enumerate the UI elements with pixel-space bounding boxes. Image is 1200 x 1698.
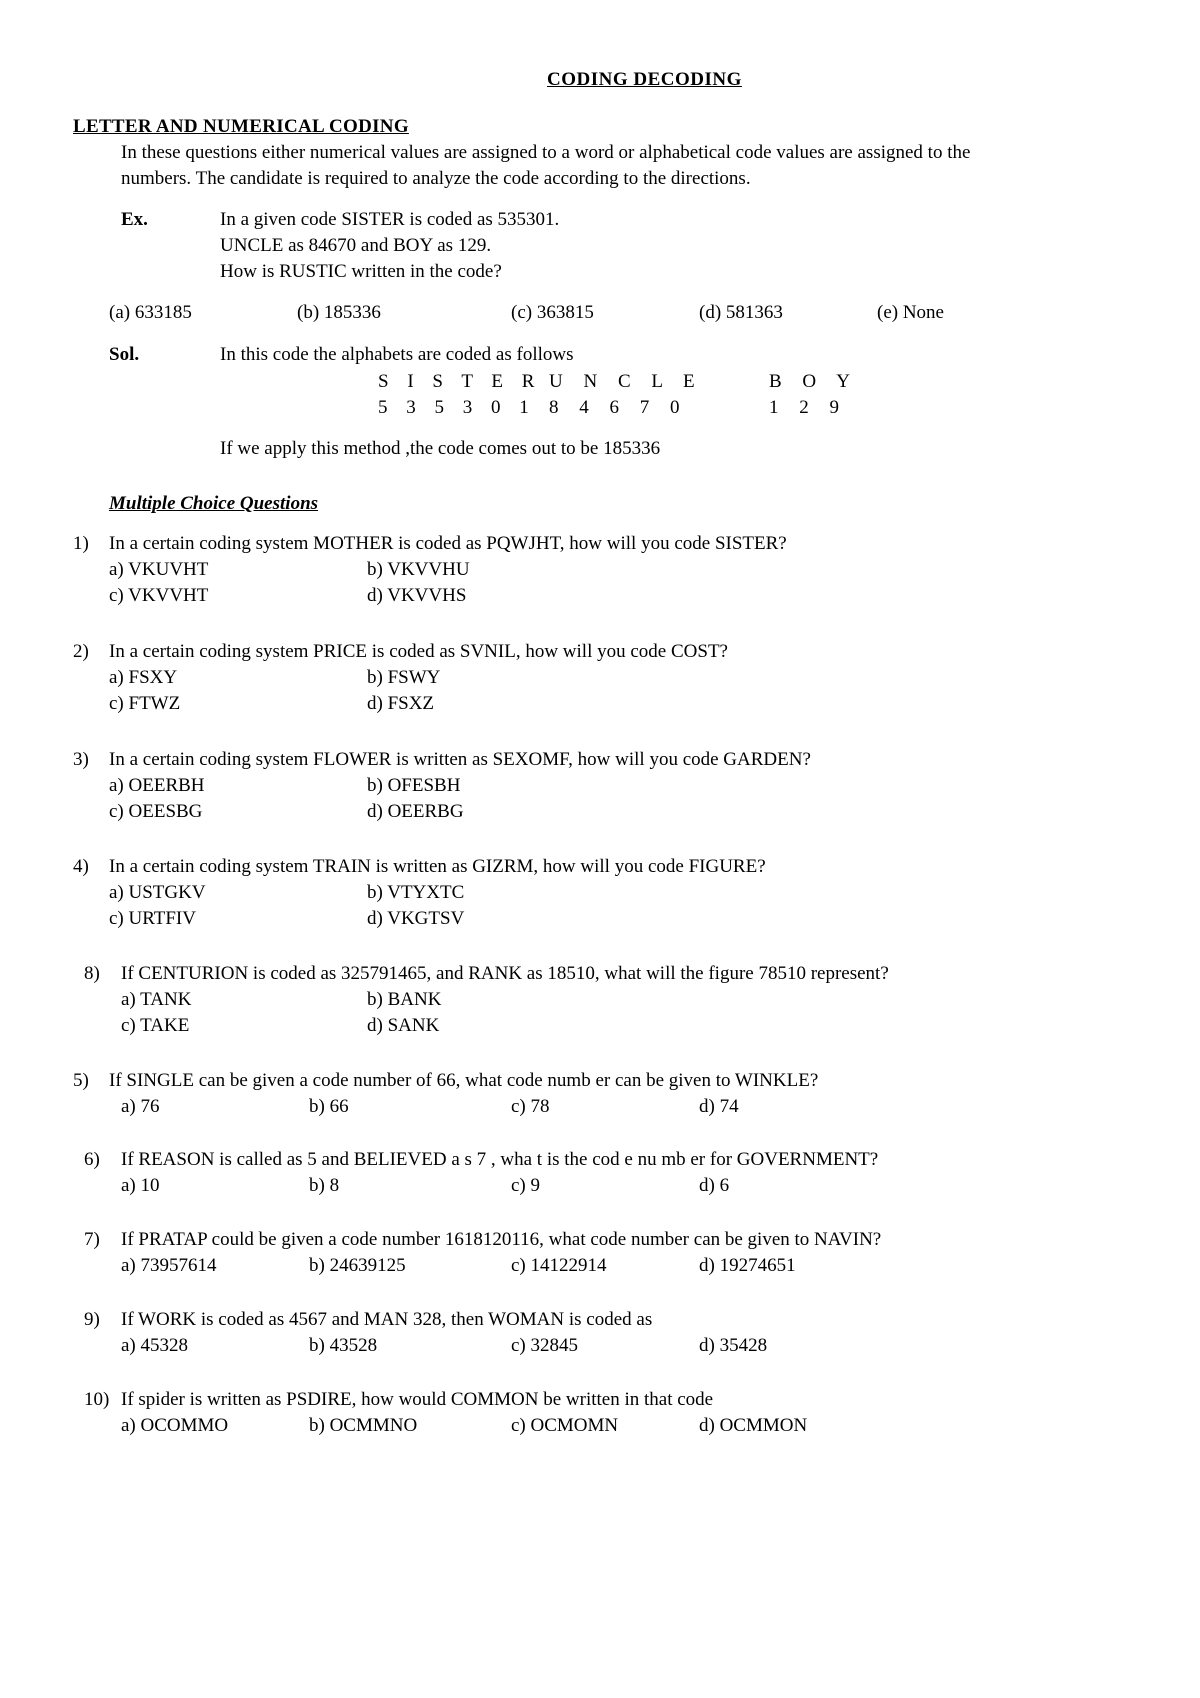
- question-text: In a certain coding system PRICE is coded as SVNIL, how will you code COST?: [109, 641, 728, 662]
- section-heading: LETTER AND NUMERICAL CODING: [73, 116, 409, 137]
- question-number: 6): [84, 1149, 100, 1170]
- option-b: b) OFESBH: [367, 775, 461, 796]
- example-line-2: UNCLE as 84670 and BOY as 129.: [220, 235, 492, 256]
- option-c: c) 14122914: [511, 1255, 607, 1276]
- option-a: a) TANK: [121, 989, 192, 1010]
- question-number: 3): [73, 749, 89, 770]
- solution-code-uncle: 8 4 6 7 0: [549, 397, 688, 418]
- example-option-e: (e) None: [877, 302, 944, 323]
- option-d: d) 6: [699, 1175, 730, 1196]
- option-b: b) 24639125: [309, 1255, 406, 1276]
- question-number: 8): [84, 963, 100, 984]
- page-title: CODING DECODING: [547, 69, 742, 90]
- option-c: c) FTWZ: [109, 693, 181, 714]
- question-text: If REASON is called as 5 and BELIEVED a s 7 , wha t is the cod e nu mb er for GOVERNMENT?: [121, 1149, 879, 1170]
- option-b: b) 43528: [309, 1335, 378, 1356]
- option-b: b) VKVVHU: [367, 559, 470, 580]
- option-c: c) 32845: [511, 1335, 579, 1356]
- option-d: d) VKGTSV: [367, 908, 465, 929]
- option-c: c) 78: [511, 1096, 550, 1117]
- solution-word-sister: S I S T E R: [378, 371, 542, 392]
- question-text: In a certain coding system FLOWER is written as SEXOMF, how will you code GARDEN?: [109, 749, 811, 770]
- solution-word-boy: B O Y: [769, 371, 858, 392]
- option-c: c) OCMOMN: [511, 1415, 619, 1436]
- intro-line-1: In these questions either numerical values are assigned to a word or alphabetical code values are assigned to the: [121, 142, 971, 163]
- question-number: 10): [84, 1389, 110, 1410]
- option-a: a) 73957614: [121, 1255, 217, 1276]
- option-a: a) USTGKV: [109, 882, 206, 903]
- question-text: If CENTURION is coded as 325791465, and RANK as 18510, what will the figure 78510 represent?: [121, 963, 889, 984]
- option-d: d) VKVVHS: [367, 585, 467, 606]
- mcq-heading: Multiple Choice Questions: [109, 493, 319, 514]
- option-a: a) OEERBH: [109, 775, 205, 796]
- solution-intro: In this code the alphabets are coded as follows: [220, 344, 574, 365]
- option-b: b) 66: [309, 1096, 349, 1117]
- option-d: d) FSXZ: [367, 693, 435, 714]
- solution-word-uncle: U N C L E: [549, 371, 703, 392]
- question-number: 7): [84, 1229, 100, 1250]
- option-a: a) FSXY: [109, 667, 178, 688]
- example-option-b: (b) 185336: [297, 302, 381, 323]
- question-text: If PRATAP could be given a code number 1618120116, what code number can be given to NAVIN?: [121, 1229, 882, 1250]
- solution-conclusion: If we apply this method ,the code comes out to be 185336: [220, 438, 661, 459]
- option-a: a) 10: [121, 1175, 160, 1196]
- option-d: d) SANK: [367, 1015, 440, 1036]
- example-line-1: In a given code SISTER is coded as 535301.: [220, 209, 560, 230]
- example-option-a: (a) 633185: [109, 302, 192, 323]
- option-a: a) OCOMMO: [121, 1415, 229, 1436]
- question-number: 9): [84, 1309, 100, 1330]
- solution-code-boy: 1 2 9: [769, 397, 847, 418]
- option-b: b) OCMMNO: [309, 1415, 418, 1436]
- solution-code-sister: 5 3 5 3 0 1: [378, 397, 536, 418]
- option-d: d) 35428: [699, 1335, 768, 1356]
- option-b: b) VTYXTC: [367, 882, 465, 903]
- intro-line-2: numbers. The candidate is required to analyze the code according to the directions.: [121, 168, 751, 189]
- question-number: 5): [73, 1070, 89, 1091]
- option-a: a) 76: [121, 1096, 160, 1117]
- question-number: 1): [73, 533, 89, 554]
- option-d: d) OEERBG: [367, 801, 464, 822]
- solution-label: Sol.: [109, 344, 140, 365]
- example-option-d: (d) 581363: [699, 302, 783, 323]
- option-d: d) 74: [699, 1096, 739, 1117]
- example-line-3: How is RUSTIC written in the code?: [220, 261, 502, 282]
- question-text: If SINGLE can be given a code number of 66, what code numb er can be given to WINKLE?: [109, 1070, 819, 1091]
- option-a: a) VKUVHT: [109, 559, 209, 580]
- question-text: If spider is written as PSDIRE, how would COMMON be written in that code: [121, 1389, 714, 1410]
- example-option-c: (c) 363815: [511, 302, 594, 323]
- option-c: c) VKVVHT: [109, 585, 209, 606]
- option-a: a) 45328: [121, 1335, 189, 1356]
- option-d: d) 19274651: [699, 1255, 796, 1276]
- question-text: If WORK is coded as 4567 and MAN 328, then WOMAN is coded as: [121, 1309, 653, 1330]
- question-number: 4): [73, 856, 89, 877]
- option-c: c) OEESBG: [109, 801, 203, 822]
- example-label: Ex.: [121, 209, 148, 230]
- option-c: c) TAKE: [121, 1015, 190, 1036]
- question-text: In a certain coding system MOTHER is coded as PQWJHT, how will you code SISTER?: [109, 533, 787, 554]
- question-text: In a certain coding system TRAIN is written as GIZRM, how will you code FIGURE?: [109, 856, 766, 877]
- option-b: b) 8: [309, 1175, 340, 1196]
- option-d: d) OCMMON: [699, 1415, 808, 1436]
- question-number: 2): [73, 641, 89, 662]
- option-b: b) FSWY: [367, 667, 441, 688]
- option-c: c) 9: [511, 1175, 541, 1196]
- option-c: c) URTFIV: [109, 908, 196, 929]
- option-b: b) BANK: [367, 989, 442, 1010]
